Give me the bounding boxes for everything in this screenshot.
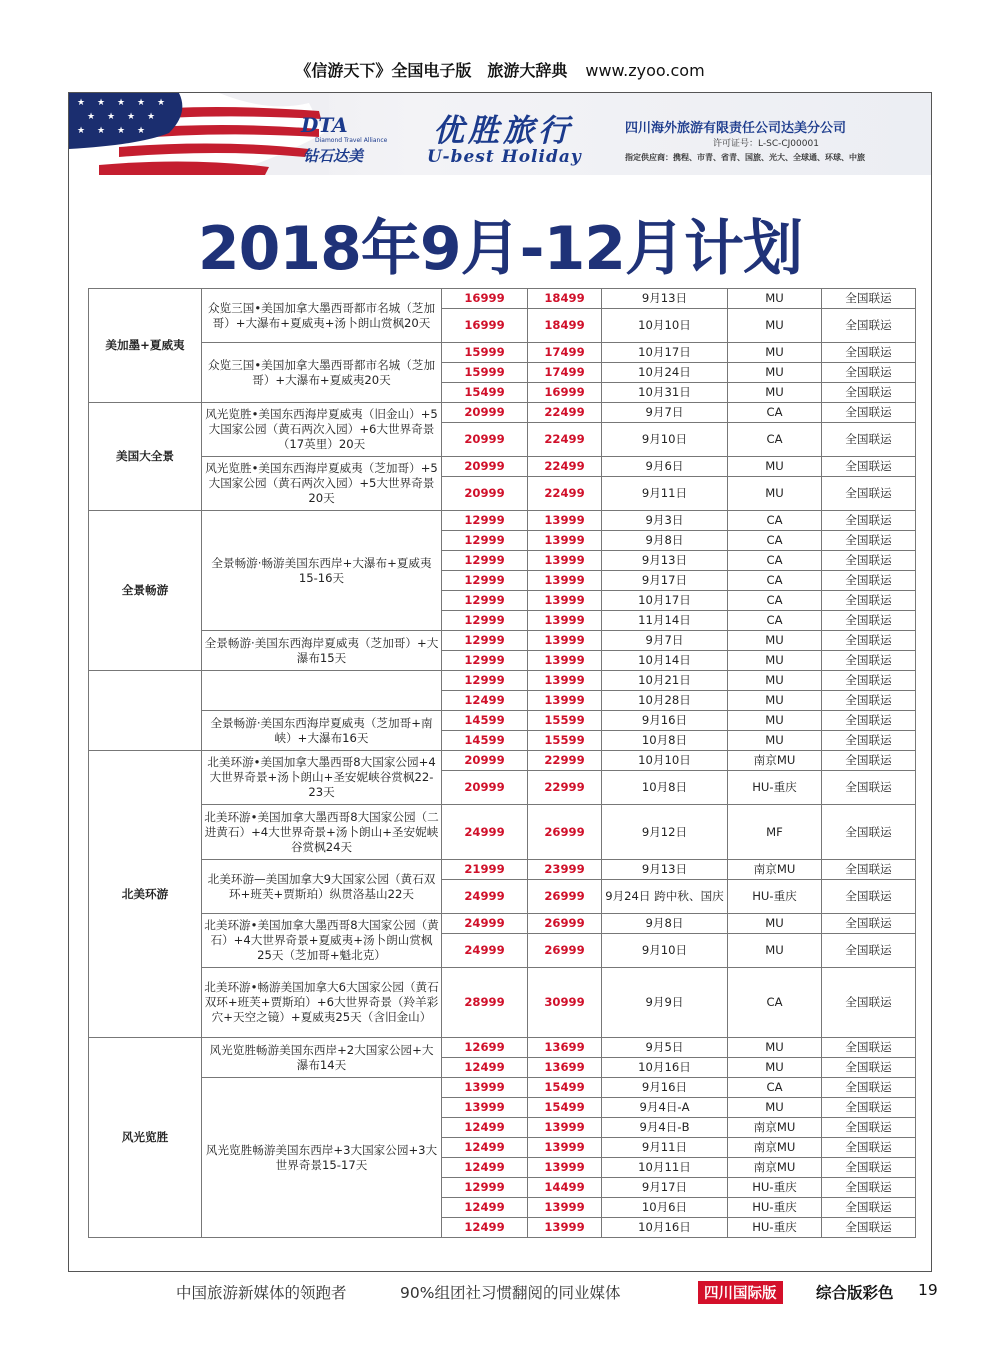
edition-badge: 四川国际版 [698, 1281, 783, 1304]
adult-price-cell: 12999 [442, 651, 528, 671]
departure-date-cell: 9月17日 [602, 571, 728, 591]
table-row [89, 631, 916, 651]
website-url[interactable]: www.zyoo.com [585, 61, 705, 80]
single-price-cell: 15599 [528, 731, 602, 751]
airline-cell: CA [728, 968, 822, 1038]
single-price-cell: 13999 [528, 511, 602, 531]
airline-cell: MU [728, 691, 822, 711]
airline-cell: MU [728, 383, 822, 403]
departure-date-cell: 10月16日 [602, 1218, 728, 1238]
airline-cell: MU [728, 651, 822, 671]
single-price-cell: 22499 [528, 423, 602, 457]
region-cell: 美加墨+夏威夷 [89, 289, 202, 403]
ubest-logo-block [427, 105, 617, 171]
departure-date-cell: 9月11日 [602, 1138, 728, 1158]
single-price-cell: 13999 [528, 551, 602, 571]
departure-date-cell: 9月16日 [602, 711, 728, 731]
transport-cell: 全国联运 [822, 860, 916, 880]
region-cell [89, 671, 202, 751]
transport-cell: 全国联运 [822, 934, 916, 968]
single-price-cell: 13999 [528, 611, 602, 631]
adult-price-cell: 14599 [442, 731, 528, 751]
single-price-cell: 13699 [528, 1058, 602, 1078]
departure-date-cell: 9月8日 [602, 914, 728, 934]
airline-cell: MU [728, 914, 822, 934]
adult-price-cell: 28999 [442, 968, 528, 1038]
svg-text:★: ★ [117, 126, 126, 136]
section-label: 综合版彩色 [816, 1284, 894, 1302]
departure-date-cell: 10月24日 [602, 363, 728, 383]
departure-date-cell: 10月8日 [602, 731, 728, 751]
transport-cell: 全国联运 [822, 968, 916, 1038]
departure-date-cell: 10月31日 [602, 383, 728, 403]
table-row [89, 511, 916, 531]
adult-price-cell: 12999 [442, 571, 528, 591]
supplier-list: 指定供应商：携程、市青、省青、国旅、光大、全球通、环球、中旅 [625, 153, 865, 162]
single-price-cell: 13999 [528, 691, 602, 711]
single-price-cell: 13999 [528, 631, 602, 651]
adult-price-cell: 14599 [442, 711, 528, 731]
single-price-cell: 13999 [528, 1198, 602, 1218]
svg-text:★: ★ [107, 112, 116, 122]
departure-date-cell: 10月10日 [602, 751, 728, 771]
table-row [89, 968, 916, 1038]
single-price-cell: 18499 [528, 289, 602, 309]
adult-price-cell: 16999 [442, 289, 528, 309]
adult-price-cell: 12499 [442, 1218, 528, 1238]
single-price-cell: 26999 [528, 880, 602, 914]
airline-cell: CA [728, 531, 822, 551]
single-price-cell: 13699 [528, 1038, 602, 1058]
airline-cell: MU [728, 711, 822, 731]
transport-cell: 全国联运 [822, 1198, 916, 1218]
footer-slogan-2: 90%组团社习惯翻阅的同业媒体 [400, 1284, 621, 1302]
adult-price-cell: 12499 [442, 1058, 528, 1078]
airline-cell: 南京MU [728, 1158, 822, 1178]
airline-cell: MU [728, 289, 822, 309]
transport-cell: 全国联运 [822, 457, 916, 477]
table-row [89, 671, 916, 691]
page-footer [0, 1281, 1000, 1305]
adult-price-cell: 20999 [442, 403, 528, 423]
airline-cell: MU [728, 343, 822, 363]
transport-cell: 全国联运 [822, 551, 916, 571]
route-name-cell: 风光览胜•美国东西海岸夏威夷（旧金山）+5大国家公园（黄石两次入园）+6大世界奇景（17英里）20天 [202, 403, 442, 457]
brand-english: U-best Holiday [427, 147, 582, 167]
departure-date-cell: 9月13日 [602, 551, 728, 571]
transport-cell: 全国联运 [822, 403, 916, 423]
region-cell: 全景畅游 [89, 511, 202, 671]
tour-price-table [88, 288, 916, 1238]
transport-cell: 全国联运 [822, 671, 916, 691]
departure-date-cell: 10月17日 [602, 591, 728, 611]
route-name-cell: 风光览胜•美国东西海岸夏威夷（芝加哥）+5大国家公园（黄石两次入园）+5大世界奇景20天 [202, 457, 442, 511]
single-price-cell: 23999 [528, 860, 602, 880]
region-cell: 北美环游 [89, 751, 202, 1038]
transport-cell: 全国联运 [822, 771, 916, 805]
airline-cell: CA [728, 571, 822, 591]
adult-price-cell: 20999 [442, 477, 528, 511]
svg-text:★: ★ [147, 112, 156, 122]
airline-cell: HU-重庆 [728, 1178, 822, 1198]
airline-cell: CA [728, 423, 822, 457]
table-row [89, 289, 916, 309]
dta-chinese-name: 钻石达美 [303, 147, 364, 165]
departure-date-cell: 9月4日-A [602, 1098, 728, 1118]
adult-price-cell: 12999 [442, 1178, 528, 1198]
departure-date-cell: 10月16日 [602, 1058, 728, 1078]
transport-cell: 全国联运 [822, 1158, 916, 1178]
single-price-cell: 17499 [528, 343, 602, 363]
single-price-cell: 26999 [528, 934, 602, 968]
route-name-cell: 北美环游•畅游美国加拿大6大国家公园（黄石双环+班芙+贾斯珀）+6大世界奇景（羚羊彩穴+天空之镜）+夏威夷25天（含旧金山） [202, 968, 442, 1038]
transport-cell: 全国联运 [822, 309, 916, 343]
table-row [89, 457, 916, 477]
departure-date-cell: 9月5日 [602, 1038, 728, 1058]
departure-date-cell: 9月6日 [602, 457, 728, 477]
publication-header [0, 58, 1000, 81]
adult-price-cell: 24999 [442, 914, 528, 934]
route-name-cell: 风光览胜畅游美国东西岸+2大国家公园+大瀑布14天 [202, 1038, 442, 1078]
transport-cell: 全国联运 [822, 1218, 916, 1238]
company-name: 四川海外旅游有限责任公司达美分公司 [625, 121, 847, 136]
airline-cell: MF [728, 805, 822, 860]
route-name-cell: 北美环游•美国加拿大墨西哥8大国家公园+4大世界奇景+汤卜朗山+圣安妮峡谷赏枫22-23天 [202, 751, 442, 805]
adult-price-cell: 12499 [442, 691, 528, 711]
adult-price-cell: 20999 [442, 751, 528, 771]
route-name-cell [202, 671, 442, 711]
single-price-cell: 13999 [528, 1218, 602, 1238]
svg-text:★: ★ [77, 98, 86, 108]
adult-price-cell: 12999 [442, 551, 528, 571]
transport-cell: 全国联运 [822, 1178, 916, 1198]
svg-text:★: ★ [127, 112, 136, 122]
adult-price-cell: 13999 [442, 1078, 528, 1098]
route-name-cell: 全景畅游·美国东西海岸夏威夷（芝加哥）+大瀑布15天 [202, 631, 442, 671]
adult-price-cell: 15499 [442, 383, 528, 403]
route-name-cell: 北美环游—美国加拿大9大国家公园（黄石双环+班芙+贾斯珀）纵贯洛基山22天 [202, 860, 442, 914]
adult-price-cell: 12999 [442, 631, 528, 651]
single-price-cell: 30999 [528, 968, 602, 1038]
table-row [89, 343, 916, 363]
svg-text:★: ★ [87, 112, 96, 122]
adult-price-cell: 20999 [442, 423, 528, 457]
route-name-cell: 全景畅游·美国东西海岸夏威夷（芝加哥+南峡）+大瀑布16天 [202, 711, 442, 751]
adult-price-cell: 12999 [442, 591, 528, 611]
airline-cell: MU [728, 457, 822, 477]
departure-date-cell: 9月17日 [602, 1178, 728, 1198]
departure-date-cell: 10月14日 [602, 651, 728, 671]
banner [69, 93, 931, 175]
adult-price-cell: 20999 [442, 771, 528, 805]
airline-cell: CA [728, 1078, 822, 1098]
us-flag-graphic [69, 93, 329, 175]
transport-cell: 全国联运 [822, 343, 916, 363]
adult-price-cell: 12499 [442, 1118, 528, 1138]
single-price-cell: 13999 [528, 651, 602, 671]
transport-cell: 全国联运 [822, 751, 916, 771]
adult-price-cell: 12499 [442, 1138, 528, 1158]
single-price-cell: 13999 [528, 591, 602, 611]
transport-cell: 全国联运 [822, 805, 916, 860]
region-cell: 风光览胜 [89, 1038, 202, 1238]
departure-date-cell: 10月6日 [602, 1198, 728, 1218]
airline-cell: MU [728, 477, 822, 511]
single-price-cell: 22499 [528, 457, 602, 477]
airline-cell: CA [728, 511, 822, 531]
airline-cell: MU [728, 671, 822, 691]
departure-date-cell: 10月21日 [602, 671, 728, 691]
table-row [89, 751, 916, 771]
publication-title: 《信游天下》全国电子版 旅游大辞典 [295, 61, 568, 80]
plan-headline: 2018年9月-12月计划 [197, 214, 803, 284]
departure-date-cell: 9月10日 [602, 423, 728, 457]
page-number: 19 [918, 1281, 938, 1299]
transport-cell: 全国联运 [822, 631, 916, 651]
adult-price-cell: 12499 [442, 1158, 528, 1178]
transport-cell: 全国联运 [822, 731, 916, 751]
adult-price-cell: 24999 [442, 880, 528, 914]
dta-logo: DTA [301, 113, 348, 137]
departure-date-cell: 9月10日 [602, 934, 728, 968]
single-price-cell: 13999 [528, 671, 602, 691]
table-row [89, 1038, 916, 1058]
adult-price-cell: 15999 [442, 343, 528, 363]
transport-cell: 全国联运 [822, 477, 916, 511]
adult-price-cell: 13999 [442, 1098, 528, 1118]
single-price-cell: 13999 [528, 1118, 602, 1138]
single-price-cell: 22999 [528, 771, 602, 805]
table-row [89, 403, 916, 423]
airline-cell: 南京MU [728, 1138, 822, 1158]
airline-cell: 南京MU [728, 860, 822, 880]
adult-price-cell: 15999 [442, 363, 528, 383]
departure-date-cell: 9月24日 跨中秋、国庆 [602, 880, 728, 914]
transport-cell: 全国联运 [822, 1098, 916, 1118]
airline-cell: MU [728, 1038, 822, 1058]
departure-date-cell: 9月8日 [602, 531, 728, 551]
table-row [89, 805, 916, 860]
airline-cell: CA [728, 403, 822, 423]
dta-logo-block [301, 113, 411, 165]
route-name-cell: 风光览胜畅游美国东西岸+3大国家公园+3大世界奇景15-17天 [202, 1078, 442, 1238]
airline-cell: MU [728, 1098, 822, 1118]
single-price-cell: 15499 [528, 1098, 602, 1118]
transport-cell: 全国联运 [822, 289, 916, 309]
airline-cell: 南京MU [728, 751, 822, 771]
svg-text:★: ★ [77, 126, 86, 136]
airline-cell: MU [728, 309, 822, 343]
single-price-cell: 15599 [528, 711, 602, 731]
transport-cell: 全国联运 [822, 711, 916, 731]
transport-cell: 全国联运 [822, 1058, 916, 1078]
transport-cell: 全国联运 [822, 914, 916, 934]
region-cell: 美国大全景 [89, 403, 202, 511]
transport-cell: 全国联运 [822, 1138, 916, 1158]
departure-date-cell: 9月9日 [602, 968, 728, 1038]
transport-cell: 全国联运 [822, 651, 916, 671]
airline-cell: CA [728, 551, 822, 571]
svg-text:★: ★ [117, 98, 126, 108]
adult-price-cell: 24999 [442, 934, 528, 968]
svg-text:★: ★ [97, 98, 106, 108]
airline-cell: CA [728, 611, 822, 631]
departure-date-cell: 10月17日 [602, 343, 728, 363]
advert-frame [68, 92, 932, 1272]
adult-price-cell: 16999 [442, 309, 528, 343]
dta-subtitle: Diamond Travel Alliance [315, 137, 388, 144]
route-name-cell: 全景畅游·畅游美国东西岸+大瀑布+夏威夷15-16天 [202, 511, 442, 631]
single-price-cell: 26999 [528, 805, 602, 860]
transport-cell: 全国联运 [822, 880, 916, 914]
adult-price-cell: 12999 [442, 671, 528, 691]
svg-text:★: ★ [97, 126, 106, 136]
transport-cell: 全国联运 [822, 1078, 916, 1098]
airline-cell: HU-重庆 [728, 1198, 822, 1218]
route-name-cell: 北美环游•美国加拿大墨西哥8大国家公园（二进黄石）+4大世界奇景+汤卜朗山+圣安妮峡谷赏枫24天 [202, 805, 442, 860]
airline-cell: MU [728, 631, 822, 651]
footer-slogan-1: 中国旅游新媒体的领跑者 [176, 1284, 347, 1302]
adult-price-cell: 12999 [442, 531, 528, 551]
single-price-cell: 17499 [528, 363, 602, 383]
departure-date-cell: 9月4日-B [602, 1118, 728, 1138]
svg-text:★: ★ [137, 98, 146, 108]
single-price-cell: 13999 [528, 1158, 602, 1178]
transport-cell: 全国联运 [822, 691, 916, 711]
airline-cell: MU [728, 731, 822, 751]
adult-price-cell: 21999 [442, 860, 528, 880]
departure-date-cell: 10月28日 [602, 691, 728, 711]
adult-price-cell: 12999 [442, 511, 528, 531]
airline-cell: CA [728, 591, 822, 611]
transport-cell: 全国联运 [822, 1038, 916, 1058]
route-name-cell: 众览三国•美国加拿大墨西哥都市名城（芝加哥）+大瀑布+夏威夷20天 [202, 343, 442, 403]
license-number: 许可证号：L-SC-CJ00001 [713, 139, 819, 149]
single-price-cell: 22499 [528, 477, 602, 511]
departure-date-cell: 9月13日 [602, 289, 728, 309]
departure-date-cell: 9月7日 [602, 403, 728, 423]
transport-cell: 全国联运 [822, 531, 916, 551]
single-price-cell: 16999 [528, 383, 602, 403]
single-price-cell: 26999 [528, 914, 602, 934]
svg-text:★: ★ [137, 126, 146, 136]
airline-cell: MU [728, 1058, 822, 1078]
single-price-cell: 15499 [528, 1078, 602, 1098]
airline-cell: HU-重庆 [728, 771, 822, 805]
departure-date-cell: 9月12日 [602, 805, 728, 860]
table-row [89, 914, 916, 934]
airline-cell: 南京MU [728, 1118, 822, 1138]
departure-date-cell: 9月7日 [602, 631, 728, 651]
departure-date-cell: 10月11日 [602, 1158, 728, 1178]
departure-date-cell: 9月3日 [602, 511, 728, 531]
airline-cell: HU-重庆 [728, 880, 822, 914]
single-price-cell: 13999 [528, 531, 602, 551]
single-price-cell: 14499 [528, 1178, 602, 1198]
transport-cell: 全国联运 [822, 571, 916, 591]
transport-cell: 全国联运 [822, 423, 916, 457]
transport-cell: 全国联运 [822, 611, 916, 631]
adult-price-cell: 24999 [442, 805, 528, 860]
departure-date-cell: 9月13日 [602, 860, 728, 880]
airline-cell: HU-重庆 [728, 1218, 822, 1238]
departure-date-cell: 11月14日 [602, 611, 728, 631]
table-row [89, 860, 916, 880]
adult-price-cell: 20999 [442, 457, 528, 477]
table-row [89, 1078, 916, 1098]
adult-price-cell: 12699 [442, 1038, 528, 1058]
transport-cell: 全国联运 [822, 511, 916, 531]
transport-cell: 全国联运 [822, 363, 916, 383]
transport-cell: 全国联运 [822, 591, 916, 611]
departure-date-cell: 9月16日 [602, 1078, 728, 1098]
single-price-cell: 13999 [528, 571, 602, 591]
transport-cell: 全国联运 [822, 383, 916, 403]
departure-date-cell: 9月11日 [602, 477, 728, 511]
single-price-cell: 22999 [528, 751, 602, 771]
airline-cell: MU [728, 363, 822, 383]
single-price-cell: 13999 [528, 1138, 602, 1158]
single-price-cell: 18499 [528, 309, 602, 343]
route-name-cell: 众览三国•美国加拿大墨西哥都市名城（芝加哥）+大瀑布+夏威夷+汤卜朗山赏枫20天 [202, 289, 442, 343]
adult-price-cell: 12999 [442, 611, 528, 631]
brand-chinese: 优胜旅行 [433, 113, 573, 149]
single-price-cell: 22499 [528, 403, 602, 423]
departure-date-cell: 10月8日 [602, 771, 728, 805]
table-row [89, 711, 916, 731]
transport-cell: 全国联运 [822, 1118, 916, 1138]
airline-cell: MU [728, 934, 822, 968]
route-name-cell: 北美环游•美国加拿大墨西哥8大国家公园（黄石）+4大世界奇景+夏威夷+汤卜朗山赏枫25天（芝加哥+魁北克） [202, 914, 442, 968]
departure-date-cell: 10月10日 [602, 309, 728, 343]
adult-price-cell: 12499 [442, 1198, 528, 1218]
svg-text:★: ★ [157, 98, 166, 108]
